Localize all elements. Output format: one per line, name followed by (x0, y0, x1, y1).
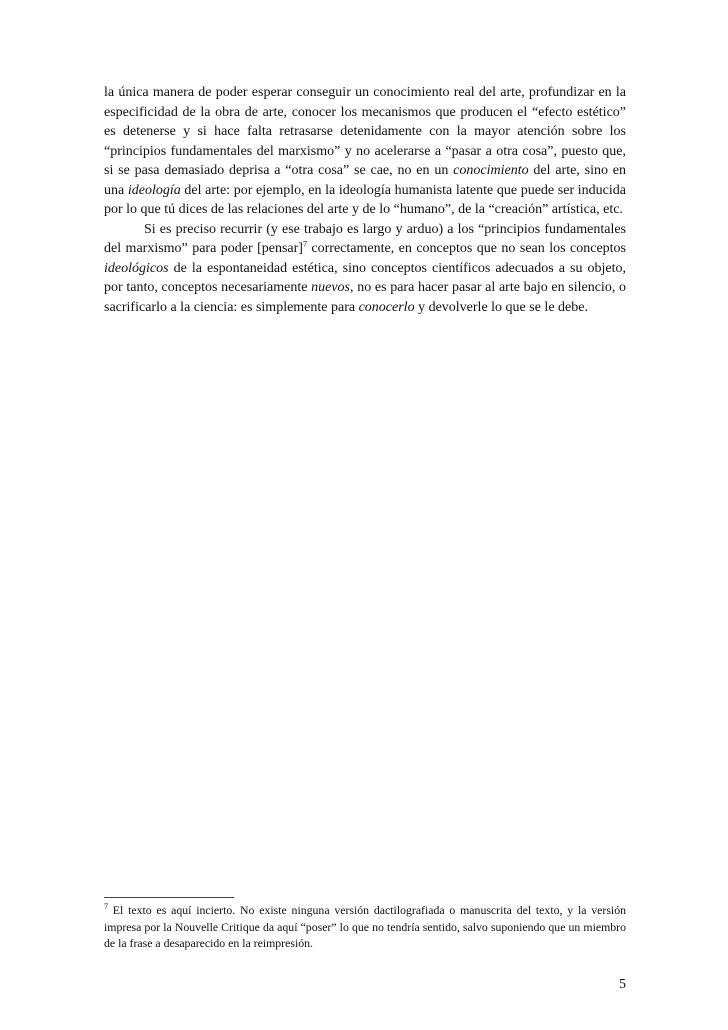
body-text (104, 83, 626, 317)
emphasis-ideologia: ideología (127, 182, 181, 198)
page-number: 5 (619, 977, 626, 992)
emphasis-conocimiento: conocimiento (453, 163, 529, 178)
emphasis-conocerlo: conocerlo (358, 299, 415, 315)
emphasis-nuevos: nuevos (311, 280, 351, 295)
paragraph-2: Si es preciso recurrir (y ese trabajo es largo y arduo) a los “principios fundamentales del marxismo” para poder [pensar]$^7$ correctamente, en conceptos que no sean los conceptos ideológicos de la espontaneidad estética, sino conceptos científicos adecuados a su objeto, por tanto, conceptos necesariamente nuevos, no es para hacer pasar al arte bajo en silencio, o sacrificarlo a la ciencia: es simplemente para conocerlo y devolverle lo que se le debe. (104, 221, 626, 315)
footnote-number: 7 (104, 902, 108, 912)
footnote-7 (104, 902, 626, 952)
footnote-ref-7[interactable]: 7 (302, 239, 307, 249)
paragraph-1: la única manera de poder esperar conseguir un conocimiento real del arte, profundizar en la especificidad de la obra de arte, conocer los mecanismos que producen el “efecto estético” es detenerse y si hace falta retrasarse detenidamente con la mayor atención sobre los “principios fundamentales del marxismo” y no acelerarse a “pasar a otra cosa”, puesto que, si se pasa demasiado deprisa a “otra cosa” se cae, no en un conocimiento del arte, sino en una ideología del arte: por ejemplo, en la ideología humanista latente que puede ser inducida por lo que tú dices de las relaciones del arte y de lo “humano”, de la “creación” artística, etc. (104, 85, 626, 217)
footnote-separator (104, 897, 234, 898)
footnote-text: El texto es aquí incierto. No existe ninguna versión dactilografiada o manuscrita del texto, y la versión impresa por la Nouvelle Critique da aquí “poser” lo que no tendría sentido, salvo suponiendo que un miembro de la frase a desaparecido en la reimpresión. (104, 903, 626, 950)
emphasis-ideologicos: ideológicos (104, 260, 169, 276)
